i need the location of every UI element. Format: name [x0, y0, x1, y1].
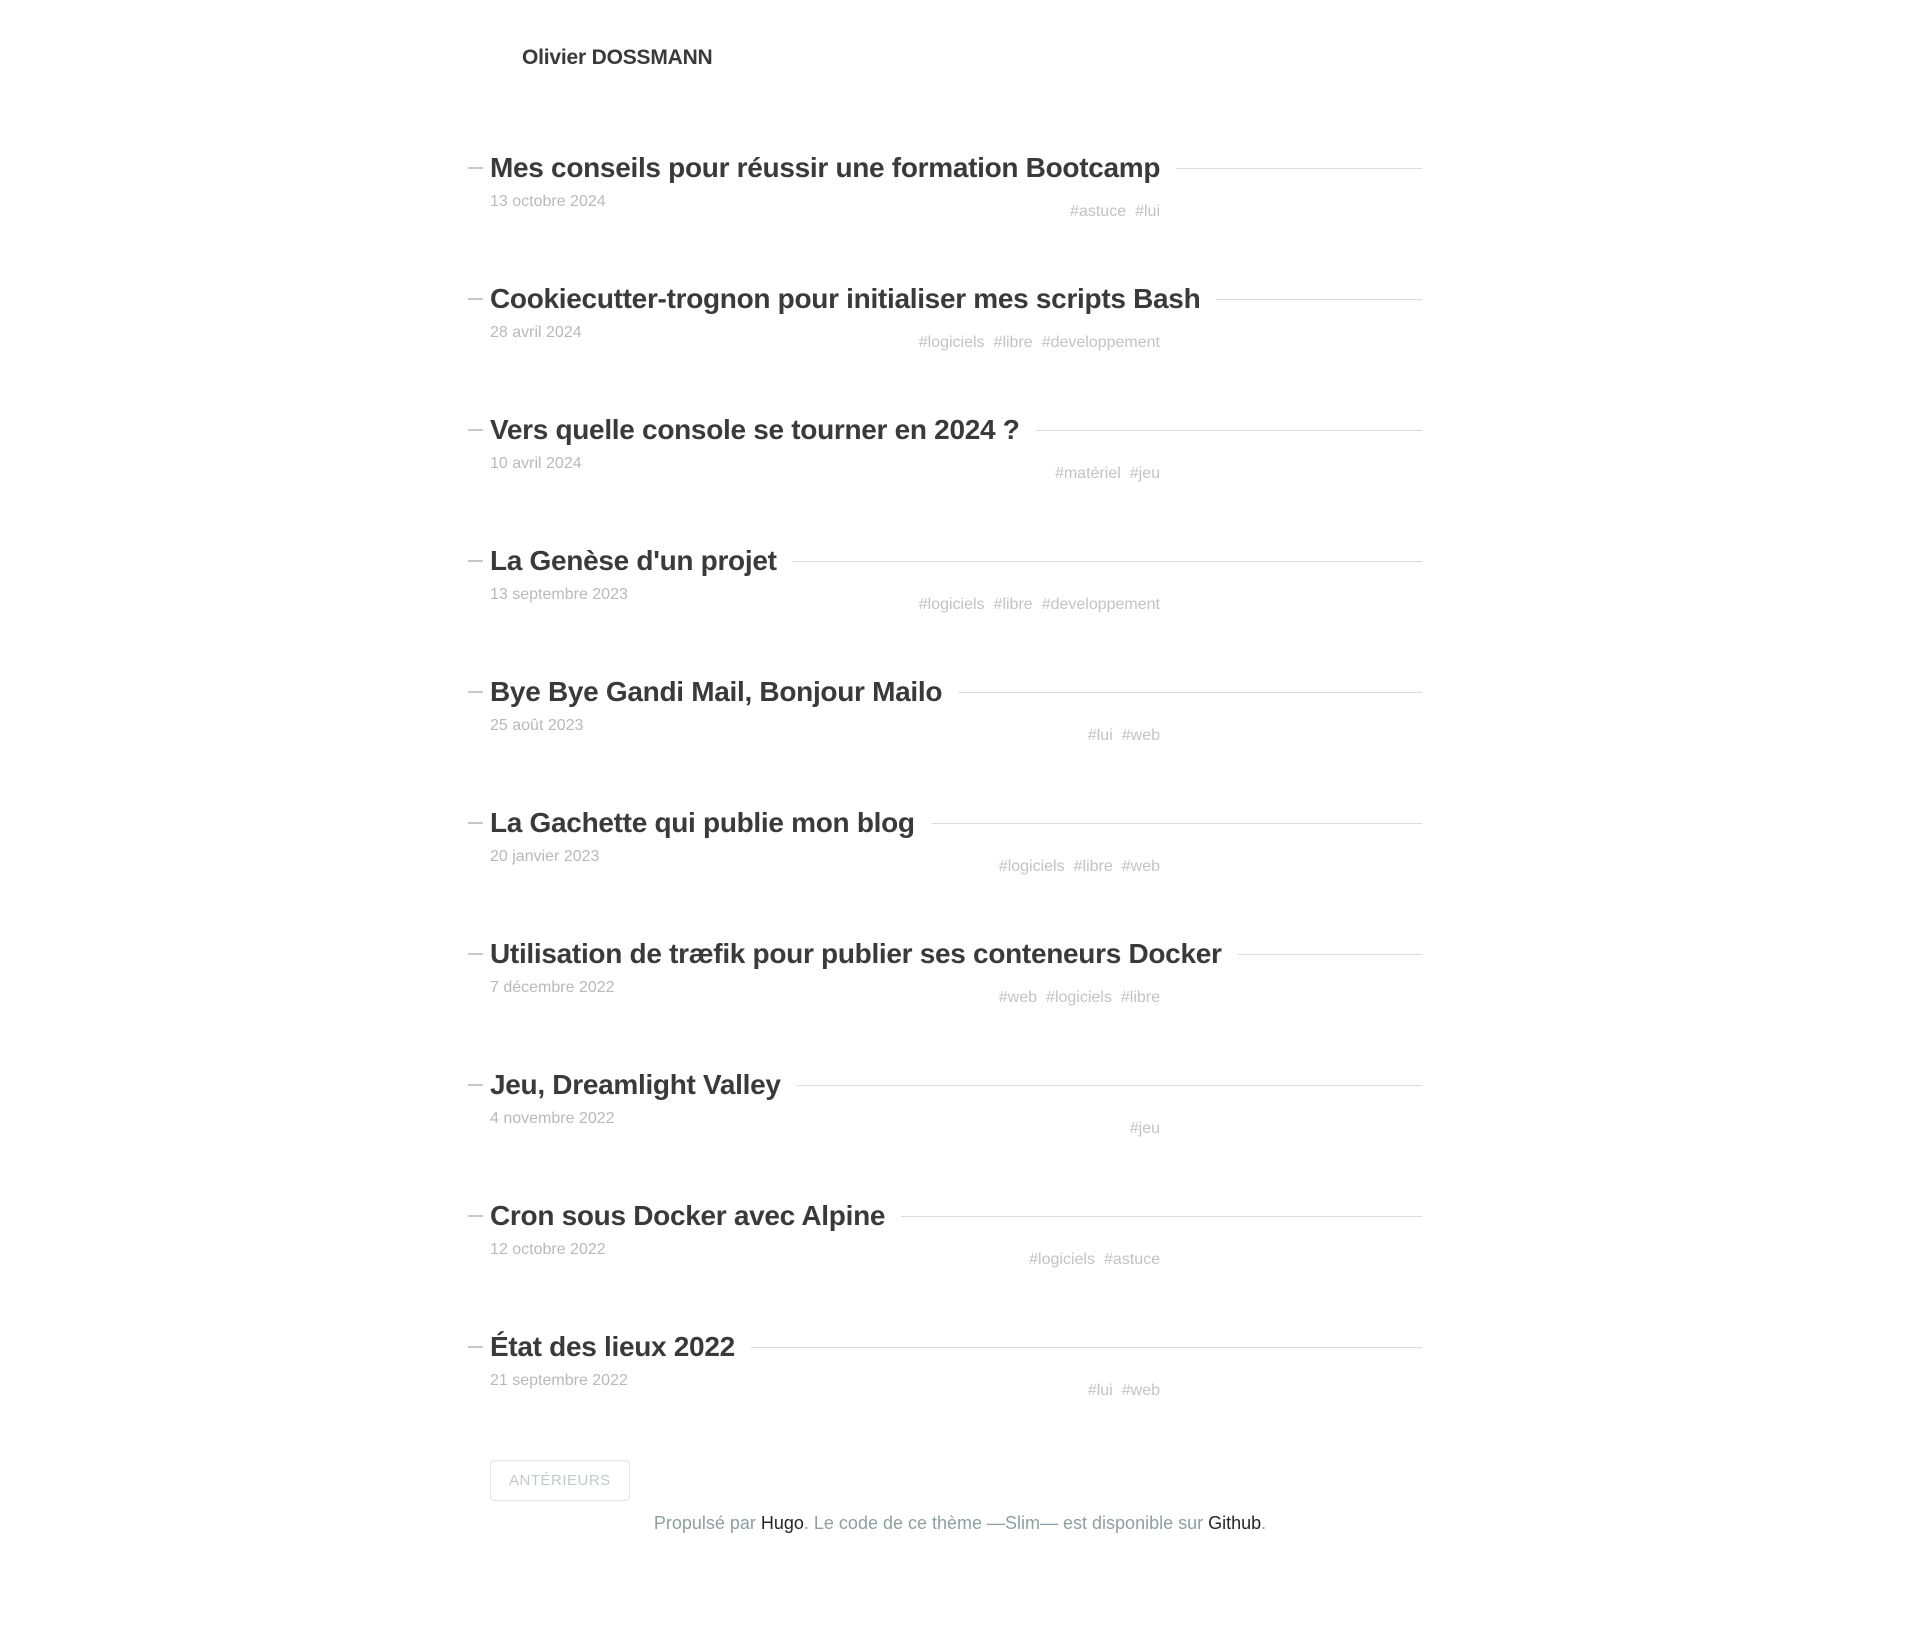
post-tag-link[interactable]: #lui: [1135, 203, 1160, 220]
post-title: [490, 281, 1430, 317]
post-item: [490, 543, 1430, 613]
post-tag-link[interactable]: #developpement: [1041, 334, 1160, 351]
title-rule-line: [1238, 954, 1422, 955]
post-title: [490, 805, 1430, 841]
post-title-link[interactable]: Utilisation de træfik pour publier ses conteneurs Docker: [490, 938, 1222, 969]
post-date: 20 janvier 2023: [490, 848, 600, 865]
site-header: [490, 44, 1430, 72]
post-date: 7 décembre 2022: [490, 979, 615, 996]
post-tag-link[interactable]: #libre: [993, 334, 1033, 351]
post-title: [490, 543, 1430, 579]
post-tag-link[interactable]: #libre: [993, 596, 1033, 613]
post-meta: [490, 454, 1430, 482]
post-date: 21 septembre 2022: [490, 1372, 628, 1389]
post-tags: [1088, 726, 1160, 746]
post-item: [490, 281, 1430, 351]
post-date: 4 novembre 2022: [490, 1110, 615, 1127]
post-meta: [490, 716, 1430, 744]
post-item: [490, 150, 1430, 220]
site-title-link[interactable]: Olivier DOSSMANN: [522, 46, 713, 69]
post-tag-link[interactable]: #logiciels: [1029, 1251, 1095, 1268]
title-rule-line: [1036, 430, 1422, 431]
post-tag-link[interactable]: #lui: [1087, 727, 1113, 744]
post-date: 12 octobre 2022: [490, 1241, 606, 1258]
post-title-link[interactable]: Cron sous Docker avec Alpine: [490, 1200, 886, 1231]
post-tags: [1055, 464, 1160, 484]
post-title-link[interactable]: État des lieux 2022: [490, 1331, 735, 1362]
post-tags: [1130, 1119, 1160, 1139]
title-rule-line: [1216, 299, 1422, 300]
post-tags: [999, 857, 1160, 877]
post-title-link[interactable]: Mes conseils pour réussir une formation Bootcamp: [490, 152, 1161, 183]
title-rule-line: [1176, 168, 1422, 169]
post-item: [490, 1198, 1430, 1268]
post-date: 28 avril 2024: [490, 324, 582, 341]
post-tag-link[interactable]: #web: [1121, 1382, 1160, 1399]
post-meta: [490, 1371, 1430, 1399]
post-title: [490, 1198, 1430, 1234]
post-tag-link[interactable]: #logiciels: [998, 858, 1065, 875]
post-title-link[interactable]: Cookiecutter-trognon pour initialiser mes scripts Bash: [490, 283, 1201, 314]
post-tag-link[interactable]: #logiciels: [918, 334, 985, 351]
post-tag-link[interactable]: #web: [998, 989, 1038, 1006]
post-meta: [490, 323, 1430, 351]
footer-theme-text: . Le code de ce thème —Slim— est disponible sur: [803, 1513, 1209, 1533]
post-title: [490, 936, 1430, 972]
post-title-link[interactable]: La Gachette qui publie mon blog: [490, 807, 915, 838]
title-rule-line: [931, 823, 1422, 824]
content-column: [490, 0, 1430, 1533]
post-date: 25 août 2023: [490, 717, 584, 734]
post-tag-link[interactable]: #jeu: [1129, 465, 1160, 482]
post-date: 10 avril 2024: [490, 455, 582, 472]
post-date: 13 octobre 2024: [490, 193, 606, 210]
title-rule-line: [797, 1085, 1422, 1086]
post-tag-link[interactable]: #web: [1121, 727, 1160, 744]
post-date: 13 septembre 2023: [490, 586, 628, 603]
post-tag-link[interactable]: #jeu: [1129, 1120, 1160, 1137]
post-tag-link[interactable]: #astuce: [1103, 1251, 1160, 1268]
footer-powered-text: Propulsé par: [653, 1513, 761, 1533]
post-tag-link[interactable]: #developpement: [1041, 596, 1160, 613]
footer-suffix-text: .: [1261, 1513, 1267, 1533]
post-title: [490, 150, 1430, 186]
github-link[interactable]: Github: [1208, 1513, 1262, 1533]
post-meta: [490, 1109, 1430, 1137]
post-item: [490, 1329, 1430, 1399]
post-item: [490, 412, 1430, 482]
hugo-link[interactable]: Hugo: [760, 1513, 804, 1533]
pagination: [490, 1460, 1430, 1501]
post-meta: [490, 978, 1430, 1006]
title-rule-line: [751, 1347, 1422, 1348]
post-tag-link[interactable]: #libre: [1120, 989, 1160, 1006]
title-rule-line: [793, 561, 1422, 562]
title-rule-line: [958, 692, 1422, 693]
post-title-link[interactable]: Jeu, Dreamlight Valley: [490, 1069, 781, 1100]
post-title: [490, 1067, 1430, 1103]
post-item: [490, 674, 1430, 744]
post-tag-link[interactable]: #libre: [1073, 858, 1113, 875]
post-tags: [919, 595, 1160, 615]
post-meta: [490, 585, 1430, 613]
post-tag-link[interactable]: #astuce: [1070, 203, 1127, 220]
post-title-link[interactable]: Bye Bye Gandi Mail, Bonjour Mailo: [490, 676, 943, 707]
post-title: [490, 1329, 1430, 1365]
post-tags: [919, 333, 1160, 353]
post-meta: [490, 847, 1430, 875]
post-tag-link[interactable]: #logiciels: [1046, 989, 1112, 1006]
post-item: [490, 936, 1430, 1006]
post-title-link[interactable]: La Genèse d'un projet: [490, 545, 777, 576]
posts-list: [490, 150, 1430, 1399]
post-tags: [1029, 1250, 1160, 1270]
post-tag-link[interactable]: #lui: [1087, 1382, 1113, 1399]
title-rule-line: [901, 1216, 1422, 1217]
post-tag-link[interactable]: #web: [1121, 858, 1160, 875]
post-meta: [490, 1240, 1430, 1268]
post-tags: [1088, 1381, 1160, 1401]
post-tags: [999, 988, 1160, 1008]
post-tag-link[interactable]: #matériel: [1054, 465, 1121, 482]
post-title: [490, 412, 1430, 448]
site-footer: [490, 1513, 1430, 1533]
post-meta: [490, 192, 1430, 220]
post-item: [490, 805, 1430, 875]
post-title-link[interactable]: Vers quelle console se tourner en 2024 ?: [490, 414, 1020, 445]
post-item: [490, 1067, 1430, 1137]
post-title: [490, 674, 1430, 710]
older-posts-button[interactable]: ANTÉRIEURS: [490, 1460, 630, 1501]
post-tags: [1070, 202, 1160, 222]
post-tag-link[interactable]: #logiciels: [918, 596, 985, 613]
